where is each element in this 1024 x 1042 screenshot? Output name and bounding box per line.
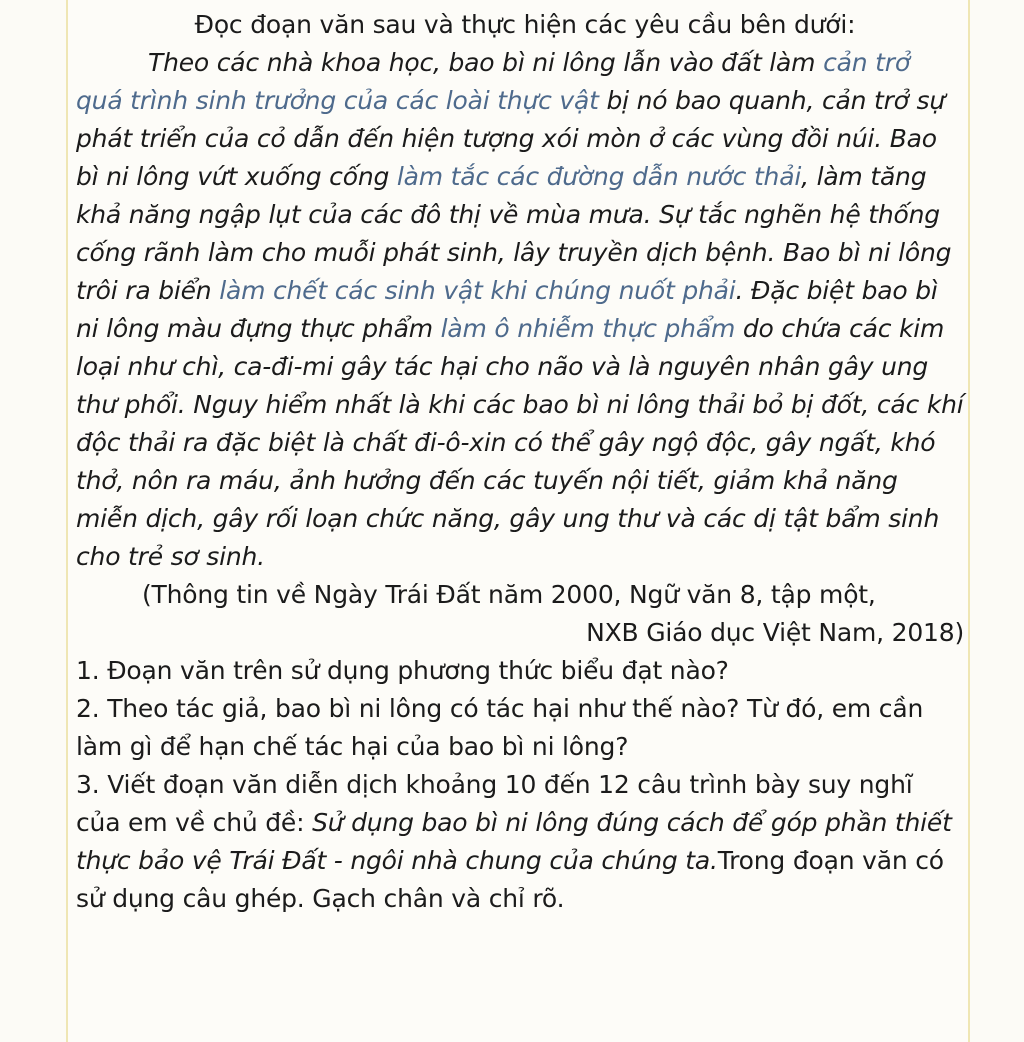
highlight-2: làm tắc các đường dẫn nước thải (396, 162, 802, 191)
question-3 (76, 766, 964, 918)
passage-text-4: . Đặc biệt bao bì ni lông màu đựng thực phẩm (76, 276, 938, 343)
passage-text-2: bị nó bao quanh, cản trở sự phát triển của cỏ dẫn đến hiện tượng xói mòn ở các vùng đồi núi. Bao bì ni lông vứt xuống cống (76, 86, 945, 191)
question-3-requirement: Trong đoạn văn có sử dụng câu ghép. Gạch chân và chỉ rõ. (76, 846, 944, 913)
question-3-text: 3. Viết đoạn văn diễn dịch khoảng 10 đến 12 câu trình bày suy nghĩ của em về chủ đề: (76, 770, 913, 837)
instruction-heading: Đọc đoạn văn sau và thực hiện các yêu cầu bên dưới: (194, 10, 856, 39)
highlight-4: làm ô nhiễm thực phẩm (440, 314, 736, 343)
left-border-line (66, 0, 68, 1042)
question-2: 2. Theo tác giả, bao bì ni lông có tác hại như thế nào? Từ đó, em cần làm gì để hạn chế tác hại của bao bì ni lông? (76, 694, 924, 761)
question-3-topic: Sử dụng bao bì ni lông đúng cách để góp phần thiết thực bảo vệ Trái Đất - ngôi nhà chung của chúng ta. (76, 808, 952, 875)
passage-text-3: , làm tăng khả năng ngập lụt của các đô thị về mùa mưa. Sự tắc nghẽn hệ thống cống rãnh làm cho muỗi phát sinh, lây truyền dịch bệnh. Bao bì ni lông trôi ra biển (76, 162, 952, 305)
right-margin (970, 0, 1024, 1042)
passage-text-1: Theo các nhà khoa học, bao bì ni lông lẫn vào đất làm (148, 48, 824, 77)
highlight-1: cản trở quá trình sinh trưởng của các loài thực vật (76, 48, 910, 115)
document-page (76, 6, 964, 918)
passage-text-5: do chứa các kim loại như chì, ca-đi-mi gây tác hại cho não và là nguyên nhân gây ung thư phổi. Nguy hiểm nhất là khi các bao bì ni lông thải bỏ bị đốt, các khí độc thải ra đặc biệt là chất đi-ô-xin có thể gây ngộ độc, gây ngất, khó thở, nôn ra máu, ảnh hưởng đến các tuyến nội tiết, giảm khả năng miễn dịch, gây rối loạn chức năng, gây ung thư và các dị tật bẩm sinh cho trẻ sơ sinh. (76, 314, 964, 571)
source-citation-line-1: (Thông tin về Ngày Trái Đất năm 2000, Ngữ văn 8, tập một, (142, 580, 876, 609)
reading-passage (76, 44, 964, 576)
source-citation-line-2: NXB Giáo dục Việt Nam, 2018) (586, 618, 964, 647)
question-1: 1. Đoạn văn trên sử dụng phương thức biểu đạt nào? (76, 656, 729, 685)
left-margin (0, 0, 66, 1042)
highlight-3: làm chết các sinh vật khi chúng nuốt phải (219, 276, 736, 305)
